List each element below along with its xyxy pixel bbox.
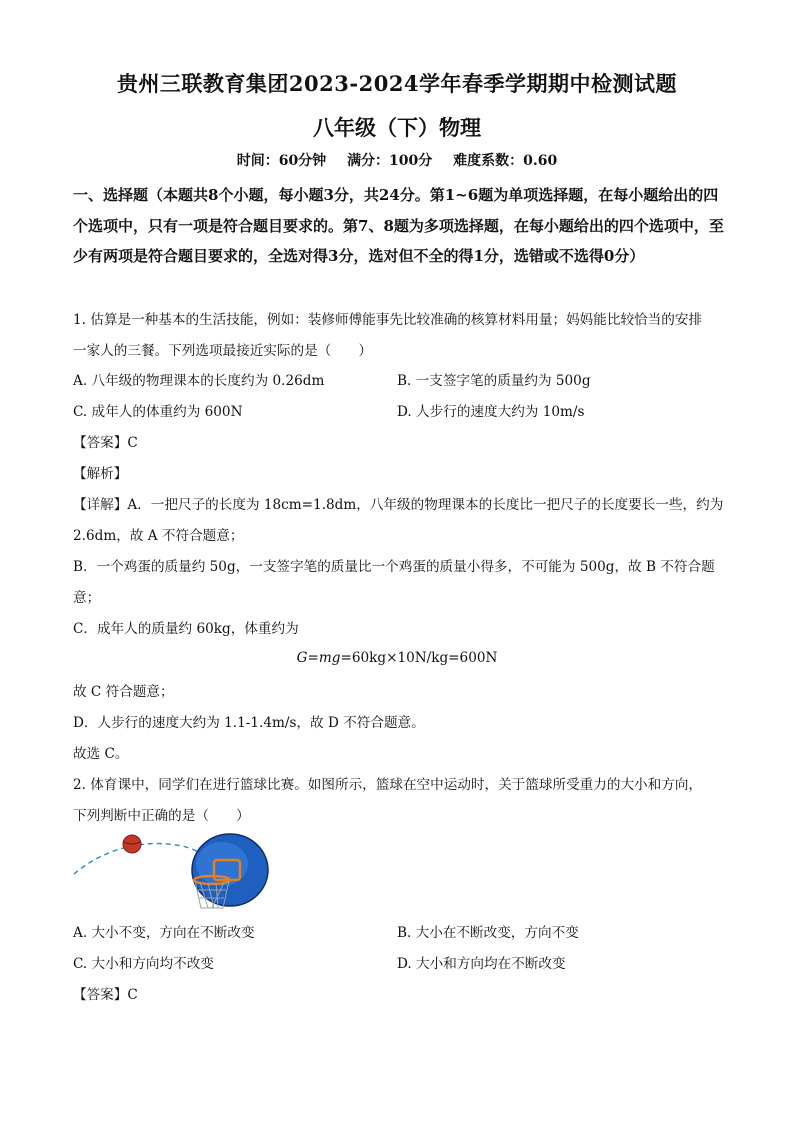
q1-detail-line3: B．一个鸡蛋的质量约 50g，一支签字笔的质量比一个鸡蛋的质量小得多，不可能为 500g，故 B 不符合题 [73, 559, 715, 575]
formula-g-symbol: G [296, 650, 308, 666]
basketball-figure [72, 828, 272, 916]
section-intro: 一、选择题（本题共8个小题，每小题3分，共24分。第1~6题为单项选择题，在每小题给出的四个选项中，只有一项是符合题目要求的。第7、8题为多项选择题，在每小题给出的四个选项中，至少有两项是符合题目要求的，全选对得3分，选对但不全的得1分，选错或不选得0分） [73, 186, 724, 265]
q2-option-a: A. 大小不变，方向在不断改变 [73, 925, 255, 941]
exam-score: 满分：100分 [347, 153, 433, 169]
q1-answer: 【答案】C [73, 435, 138, 451]
q1-detail-line1: 【详解】A．一把尺子的长度为 18cm=1.8dm，八年级的物理课本的长度比一把尺子的长度要长一些，约为 [73, 497, 724, 513]
q1-detail-line7: D．人步行的速度大约为 1.1-1.4m/s，故 D 不符合题意。 [73, 715, 425, 731]
q2-option-d: D. 大小和方向均在不断改变 [397, 956, 566, 972]
q1-option-d: D. 人步行的速度大约为 10m/s [397, 404, 585, 420]
q1-option-c: C. 成年人的体重约为 600N [73, 404, 243, 420]
exam-title: 贵州三联教育集团2023-2024学年春季学期期中检测试题 [116, 71, 678, 96]
q1-detail-line8: 故选 C。 [73, 746, 129, 762]
q1-option-b: B. 一支签字笔的质量约为 500g [397, 373, 591, 389]
exam-meta [0, 150, 794, 170]
q2-option-b: B. 大小在不断改变，方向不变 [397, 925, 579, 941]
basketball-illustration [72, 828, 272, 916]
formula-gravity-symbol: g [331, 650, 341, 666]
q1-detail-line4: 意； [73, 590, 101, 606]
exam-difficulty: 难度系数：0.60 [453, 153, 558, 169]
q1-detail-line6: 故 C 符合题意； [73, 684, 174, 700]
q2-answer: 【答案】C [73, 987, 138, 1003]
formula-equals: = [307, 650, 319, 666]
formula-m-symbol: m [318, 650, 332, 666]
q1-detail-line5: C．成年人的质量约 60kg，体重约为 [73, 621, 299, 637]
q2-stem-line2: 下列判断中正确的是（ ） [73, 808, 250, 824]
exam-subtitle: 八年级（下）物理 [313, 115, 481, 140]
q1-analysis-label: 【解析】 [73, 466, 128, 482]
q1-formula [0, 650, 794, 666]
q1-stem-line2: 一家人的三餐。下列选项最接近实际的是（ ） [73, 343, 373, 359]
q1-option-a: A. 八年级的物理课本的长度约为 0.26dm [73, 373, 325, 389]
q1-detail-line2: 2.6dm，故 A 不符合题意； [73, 528, 244, 544]
q1-stem-line1: 1. 估算是一种基本的生活技能，例如：装修师傅能事先比较准确的核算材料用量；妈妈能比较恰当的安排 [73, 312, 703, 328]
q2-stem-line1: 2. 体育课中，同学们在进行篮球比赛。如图所示，篮球在空中运动时，关于篮球所受重力的大小和方向， [73, 777, 703, 793]
formula-rhs: =60kg×10N/kg=600N [340, 650, 498, 666]
exam-time: 时间：60分钟 [236, 153, 327, 169]
q2-option-c: C. 大小和方向均不改变 [73, 956, 214, 972]
